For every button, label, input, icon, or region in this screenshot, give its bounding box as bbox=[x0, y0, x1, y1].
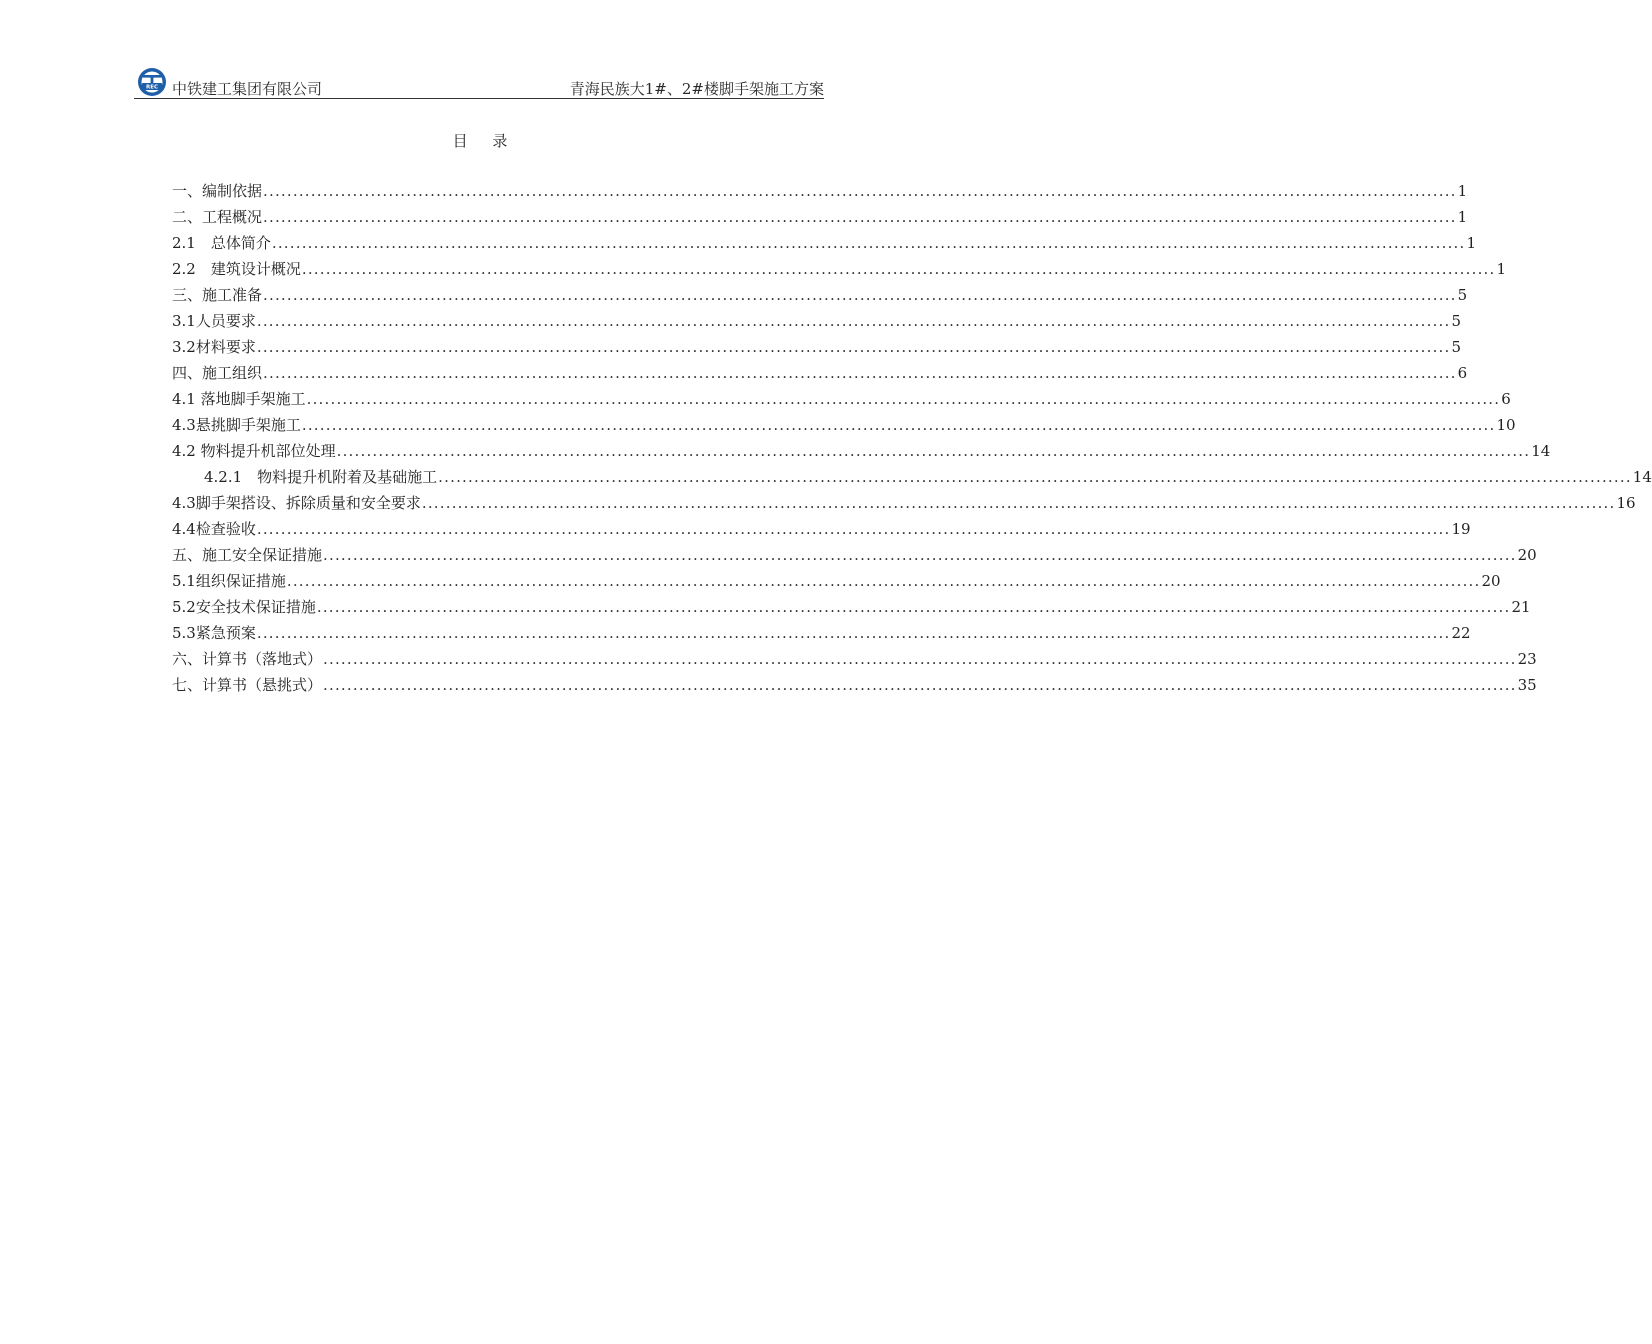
toc-leader-dots: ........................................................................................................................................................................................................ bbox=[438, 468, 1632, 486]
toc-leader-dots: ........................................................................................................................................................................................................ bbox=[301, 416, 1496, 434]
toc-leader-dots: ........................................................................................................................................................................................................ bbox=[316, 598, 1511, 616]
toc-entry-label: 六、计算书（落地式） bbox=[172, 650, 323, 668]
toc-entry-label: 五、施工安全保证措施 bbox=[172, 546, 323, 564]
toc-entry-label: 4.1 落地脚手架施工 bbox=[172, 390, 306, 408]
toc-entry-label: 二、工程概况 bbox=[172, 208, 263, 226]
toc-entry[interactable] bbox=[172, 310, 1462, 336]
toc-entry-label: 4.3脚手架搭设、拆除质量和安全要求 bbox=[172, 494, 421, 512]
toc-entry[interactable] bbox=[172, 206, 1468, 232]
toc-leader-dots: ........................................................................................................................................................................................................ bbox=[263, 364, 1457, 382]
toc-leader-dots: ........................................................................................................................................................................................................ bbox=[256, 338, 1451, 356]
svg-text:REC: REC bbox=[145, 84, 159, 91]
crcc-logo-icon bbox=[134, 66, 172, 98]
toc-entry-page: 6 bbox=[1501, 390, 1511, 408]
toc-leader-dots: ........................................................................................................................................................................................................ bbox=[256, 624, 1451, 642]
toc-entry[interactable] bbox=[172, 518, 1471, 544]
toc-heading: 目 录 bbox=[452, 132, 518, 150]
page-header bbox=[134, 64, 824, 99]
toc-entry-label: 2.2 建筑设计概况 bbox=[172, 260, 301, 278]
toc-entry-label: 一、编制依据 bbox=[172, 182, 263, 200]
toc-leader-dots: ........................................................................................................................................................................................................ bbox=[263, 208, 1457, 226]
company-name: 中铁建工集团有限公司 bbox=[172, 80, 323, 98]
toc-entry-label: 四、施工组织 bbox=[172, 364, 263, 382]
toc-entry-page: 5 bbox=[1451, 312, 1462, 330]
toc-entry-page: 14 bbox=[1632, 468, 1652, 486]
toc-entry[interactable] bbox=[172, 388, 1511, 414]
toc-entry-label: 2.1 总体简介 bbox=[172, 234, 271, 252]
toc-entry-page: 1 bbox=[1457, 208, 1468, 226]
toc-leader-dots: ........................................................................................................................................................................................................ bbox=[301, 260, 1496, 278]
toc-entry-label: 三、施工准备 bbox=[172, 286, 263, 304]
toc-leader-dots: ........................................................................................................................................................................................................ bbox=[256, 520, 1451, 538]
toc-entry-page: 14 bbox=[1531, 442, 1551, 460]
document-title: 青海民族大1#、2#楼脚手架施工方案 bbox=[569, 80, 824, 98]
toc-entry[interactable] bbox=[172, 622, 1471, 648]
toc-entry-label: 5.1组织保证措施 bbox=[172, 572, 286, 590]
toc-entry-page: 23 bbox=[1517, 650, 1537, 668]
toc-entry[interactable] bbox=[172, 440, 1551, 466]
toc-entry-label: 七、计算书（悬挑式） bbox=[172, 676, 323, 694]
toc-entry[interactable] bbox=[172, 336, 1462, 362]
toc-entry[interactable] bbox=[172, 362, 1468, 388]
toc-leader-dots: ........................................................................................................................................................................................................ bbox=[336, 442, 1531, 460]
toc-entry[interactable] bbox=[172, 232, 1477, 258]
toc-leader-dots: ........................................................................................................................................................................................................ bbox=[263, 286, 1457, 304]
toc-leader-dots: ........................................................................................................................................................................................................ bbox=[323, 546, 1517, 564]
toc-entry-label: 4.2.1 物料提升机附着及基础施工 bbox=[204, 468, 438, 486]
toc-entry-page: 10 bbox=[1496, 416, 1516, 434]
toc-entry[interactable] bbox=[172, 284, 1468, 310]
toc-entry-page: 1 bbox=[1466, 234, 1477, 252]
toc-entry-label: 4.2 物料提升机部位处理 bbox=[172, 442, 336, 460]
toc-entry-label: 5.2安全技术保证措施 bbox=[172, 598, 316, 616]
toc-entry[interactable] bbox=[172, 492, 1636, 518]
toc-entry-page: 16 bbox=[1616, 494, 1636, 512]
toc-entry-page: 19 bbox=[1451, 520, 1471, 538]
toc-entry-page: 20 bbox=[1517, 546, 1537, 564]
toc-entry-page: 22 bbox=[1451, 624, 1471, 642]
toc-entry-page: 6 bbox=[1457, 364, 1468, 382]
toc-leader-dots: ........................................................................................................................................................................................................ bbox=[421, 494, 1616, 512]
toc-leader-dots: ........................................................................................................................................................................................................ bbox=[323, 650, 1517, 668]
toc-entry-page: 20 bbox=[1481, 572, 1501, 590]
toc-entry-page: 1 bbox=[1457, 182, 1468, 200]
toc-leader-dots: ........................................................................................................................................................................................................ bbox=[271, 234, 1466, 252]
toc-entry-label: 4.4检查验收 bbox=[172, 520, 256, 538]
toc-leader-dots: ........................................................................................................................................................................................................ bbox=[306, 390, 1501, 408]
toc-entry[interactable] bbox=[172, 544, 1537, 570]
toc-entry-page: 35 bbox=[1517, 676, 1537, 694]
toc-entry[interactable] bbox=[172, 258, 1507, 284]
toc-leader-dots: ........................................................................................................................................................................................................ bbox=[323, 676, 1517, 694]
toc-entry[interactable] bbox=[172, 180, 1468, 206]
toc-entry-label: 5.3紧急预案 bbox=[172, 624, 256, 642]
toc-leader-dots: ........................................................................................................................................................................................................ bbox=[286, 572, 1481, 590]
toc-entry-page: 1 bbox=[1496, 260, 1507, 278]
toc-entry[interactable] bbox=[172, 648, 1537, 674]
toc-entry-label: 4.3悬挑脚手架施工 bbox=[172, 416, 301, 434]
toc-entry-page: 21 bbox=[1511, 598, 1531, 616]
toc-entry[interactable] bbox=[172, 570, 1501, 596]
toc-entry-label: 3.1人员要求 bbox=[172, 312, 256, 330]
toc-leader-dots: ........................................................................................................................................................................................................ bbox=[263, 182, 1457, 200]
toc-entry[interactable] bbox=[172, 596, 1531, 622]
toc-entry-label: 3.2材料要求 bbox=[172, 338, 256, 356]
table-of-contents bbox=[172, 180, 1652, 700]
toc-entry-page: 5 bbox=[1457, 286, 1468, 304]
toc-entry-page: 5 bbox=[1451, 338, 1462, 356]
toc-entry[interactable] bbox=[172, 466, 1652, 492]
toc-entry[interactable] bbox=[172, 674, 1537, 700]
toc-leader-dots: ........................................................................................................................................................................................................ bbox=[256, 312, 1451, 330]
toc-entry[interactable] bbox=[172, 414, 1516, 440]
